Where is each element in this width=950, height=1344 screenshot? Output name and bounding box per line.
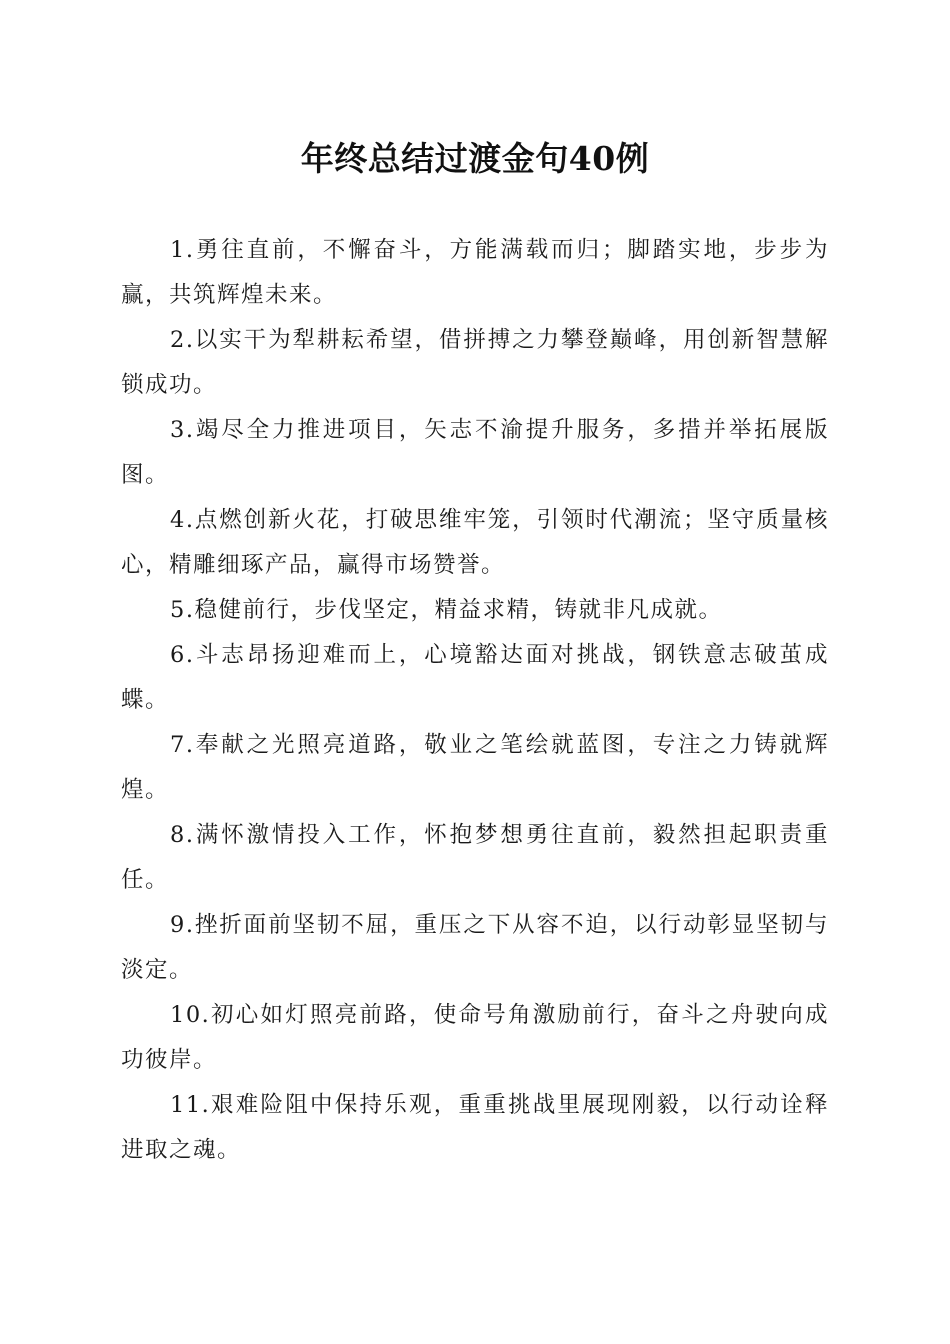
quote-item-6: 6.斗志昂扬迎难而上，心境豁达面对挑战，钢铁意志破茧成蝶。	[121, 642, 829, 713]
quote-item-2: 2.以实干为犁耕耘希望，借拼搏之力攀登巅峰，用创新智慧解锁成功。	[121, 327, 829, 398]
quote-item-8: 8.满怀激情投入工作，怀抱梦想勇往直前，毅然担起职责重任。	[121, 822, 829, 893]
quote-item-9: 9.挫折面前坚韧不屈，重压之下从容不迫，以行动彰显坚韧与淡定。	[121, 912, 829, 983]
quote-item-11: 11.艰难险阻中保持乐观，重重挑战里展现刚毅，以行动诠释进取之魂。	[121, 1092, 829, 1163]
quote-item-3: 3.竭尽全力推进项目，矢志不渝提升服务，多措并举拓展版图。	[121, 417, 829, 488]
quote-item-7: 7.奉献之光照亮道路，敬业之笔绘就蓝图，专注之力铸就辉煌。	[121, 732, 829, 803]
document-body	[121, 228, 829, 1173]
quote-item-1: 1.勇往直前，不懈奋斗，方能满载而归；脚踏实地，步步为赢，共筑辉煌未来。	[121, 237, 829, 308]
quote-item-10: 10.初心如灯照亮前路，使命号角激励前行，奋斗之舟驶向成功彼岸。	[121, 1002, 829, 1073]
quote-item-5: 5.稳健前行，步伐坚定，精益求精，铸就非凡成就。	[170, 597, 723, 623]
quote-item-4: 4.点燃创新火花，打破思维牢笼，引领时代潮流；坚守质量核心，精雕细琢产品，赢得市场赞誉。	[121, 507, 829, 578]
document-title: 年终总结过渡金句40例	[300, 139, 650, 178]
